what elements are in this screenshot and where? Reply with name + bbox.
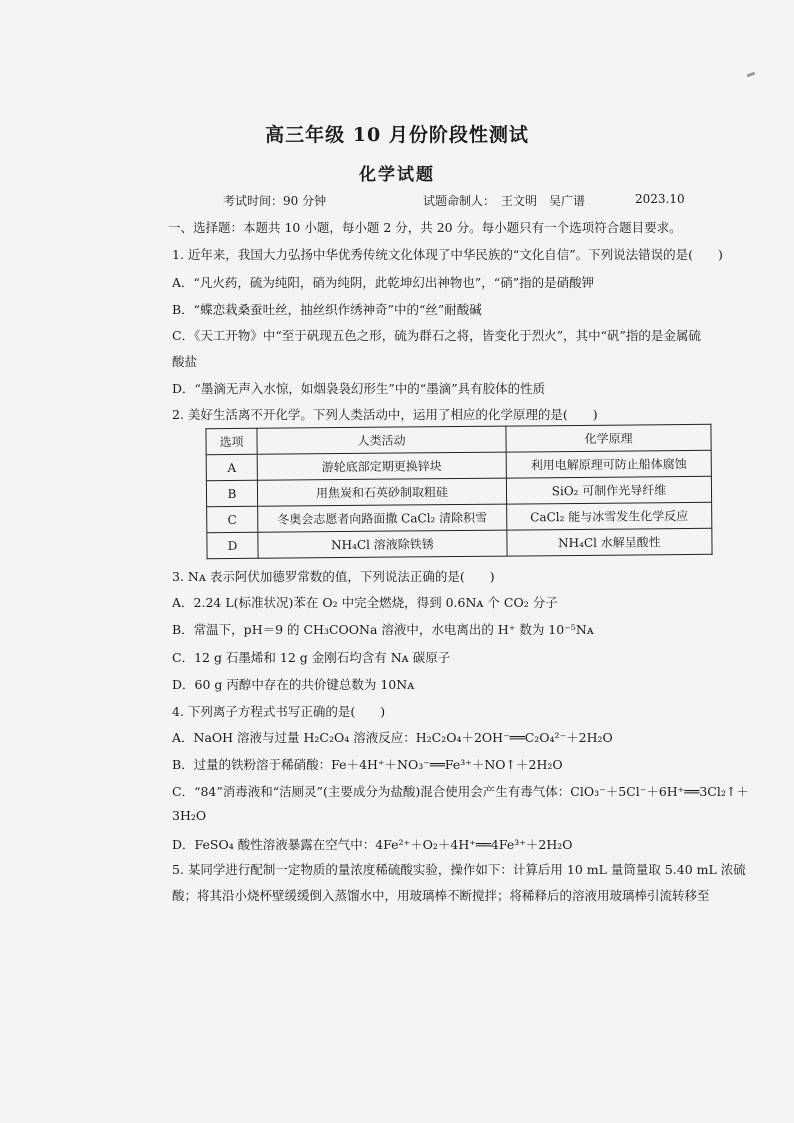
table-cell: 冬奥会志愿者向路面撒 CaCl₂ 清除积雪: [258, 504, 507, 532]
q4-option-c: C．“84”消毒液和“洁厕灵”(主要成分为盐酸)混合使用会产生有毒气体：ClO₃⁻＋5Cl⁻＋6H⁺══3Cl₂↑＋: [172, 784, 749, 799]
q1-option-a: A．“凡火药，硫为纯阳，硝为纯阴，此乾坤幻出神物也”，“硝”指的是硝酸钾: [172, 275, 595, 290]
section-heading: 一、选择题：本题共 10 小题，每小题 2 分，共 20 分。每小题只有一个选项符合题目要求。: [168, 220, 682, 235]
q1-option-d: D．“墨滴无声入水惊，如烟袅袅幻形生”中的“墨滴”具有胶体的性质: [172, 381, 546, 396]
q3-option-a: A．2.24 L(标准状况)苯在 O₂ 中完全燃烧，得到 0.6Nᴀ 个 CO₂ 分子: [172, 595, 558, 610]
table-cell: 利用电解原理可防止船体腐蚀: [506, 450, 711, 478]
table-header: 选项: [206, 428, 257, 454]
exam-time: 考试时间：90 分钟: [223, 194, 327, 208]
table-cell: D: [207, 532, 258, 558]
table-cell: SiO₂ 可制作光导纤维: [506, 476, 711, 504]
q5-stem: 5. 某同学进行配制一定物质的量浓度稀硫酸实验，操作如下：计算后用 10 mL 量筒量取 5.40 mL 浓硫: [172, 862, 746, 877]
table-cell: NH₄Cl 溶液除铁锈: [258, 530, 507, 558]
q2-table: [205, 424, 712, 559]
q1-stem: 1. 近年来，我国大力弘扬中华优秀传统文化体现了中华民族的“文化自信”。下列说法错误的是( ): [172, 247, 723, 262]
q3-option-b: B．常温下，pH＝9 的 CH₃COONa 溶液中，水电离出的 H⁺ 数为 10⁻⁵Nᴀ: [172, 622, 594, 637]
q1-option-b: B．“蝶恋栽桑蚕吐丝，抽丝织作绣神奇”中的“丝”耐酸碱: [172, 302, 482, 317]
q3-option-d: D．60 g 丙醇中存在的共价键总数为 10Nᴀ: [172, 677, 415, 692]
table-cell: A: [206, 454, 257, 480]
table-cell: 用焦炭和石英砂制取粗硅: [257, 478, 506, 506]
scan-speck: [747, 72, 756, 78]
table-header: 化学原理: [506, 424, 711, 452]
q2-stem: 2. 美好生活离不开化学。下列人类活动中，运用了相应的化学原理的是( ): [172, 407, 598, 422]
exam-subtitle: 化学试题: [359, 165, 435, 185]
exam-setter: 试题命制人： 王文明 吴广谱: [423, 194, 586, 208]
table-cell: NH₄Cl 水解呈酸性: [507, 528, 712, 556]
q4-option-d: D．FeSO₄ 酸性溶液暴露在空气中：4Fe²⁺＋O₂＋4H⁺══4Fe³⁺＋2H₂O: [172, 837, 573, 852]
exam-title: 高三年级 10 月份阶段性测试: [265, 124, 529, 146]
q3-option-c: C．12 g 石墨烯和 12 g 金刚石均含有 Nᴀ 碳原子: [172, 650, 451, 665]
table-row: [207, 528, 712, 558]
exam-date: 2023.10: [635, 192, 685, 206]
q1-option-c-cont: 酸盐: [172, 354, 198, 369]
q5-stem-cont: 酸；将其沿小烧杯壁缓缓倒入蒸馏水中，用玻璃棒不断搅拌；将稀释后的溶液用玻璃棒引流转移至: [172, 888, 710, 903]
q1-option-c: C．《天工开物》中“至于矾现五色之形，硫为群石之将，皆变化于烈火”，其中“矾”指的是金属硫: [172, 328, 701, 343]
table-header: 人类活动: [257, 426, 506, 454]
q3-stem: 3. Nᴀ 表示阿伏加德罗常数的值，下列说法正确的是( ): [172, 569, 495, 584]
table-cell: B: [206, 480, 257, 506]
table-cell: C: [207, 506, 258, 532]
q4-option-a: A．NaOH 溶液与过量 H₂C₂O₄ 溶液反应：H₂C₂O₄＋2OH⁻══C₂O₄²⁻＋2H₂O: [172, 730, 613, 745]
table-cell: CaCl₂ 能与冰雪发生化学反应: [507, 502, 712, 530]
table-cell: 游轮底部定期更换锌块: [257, 452, 506, 480]
q4-option-b: B．过量的铁粉溶于稀硝酸：Fe＋4H⁺＋NO₃⁻══Fe³⁺＋NO↑＋2H₂O: [172, 757, 563, 772]
q4-option-c-cont: 3H₂O: [172, 808, 207, 823]
q4-stem: 4. 下列离子方程式书写正确的是( ): [172, 704, 386, 719]
